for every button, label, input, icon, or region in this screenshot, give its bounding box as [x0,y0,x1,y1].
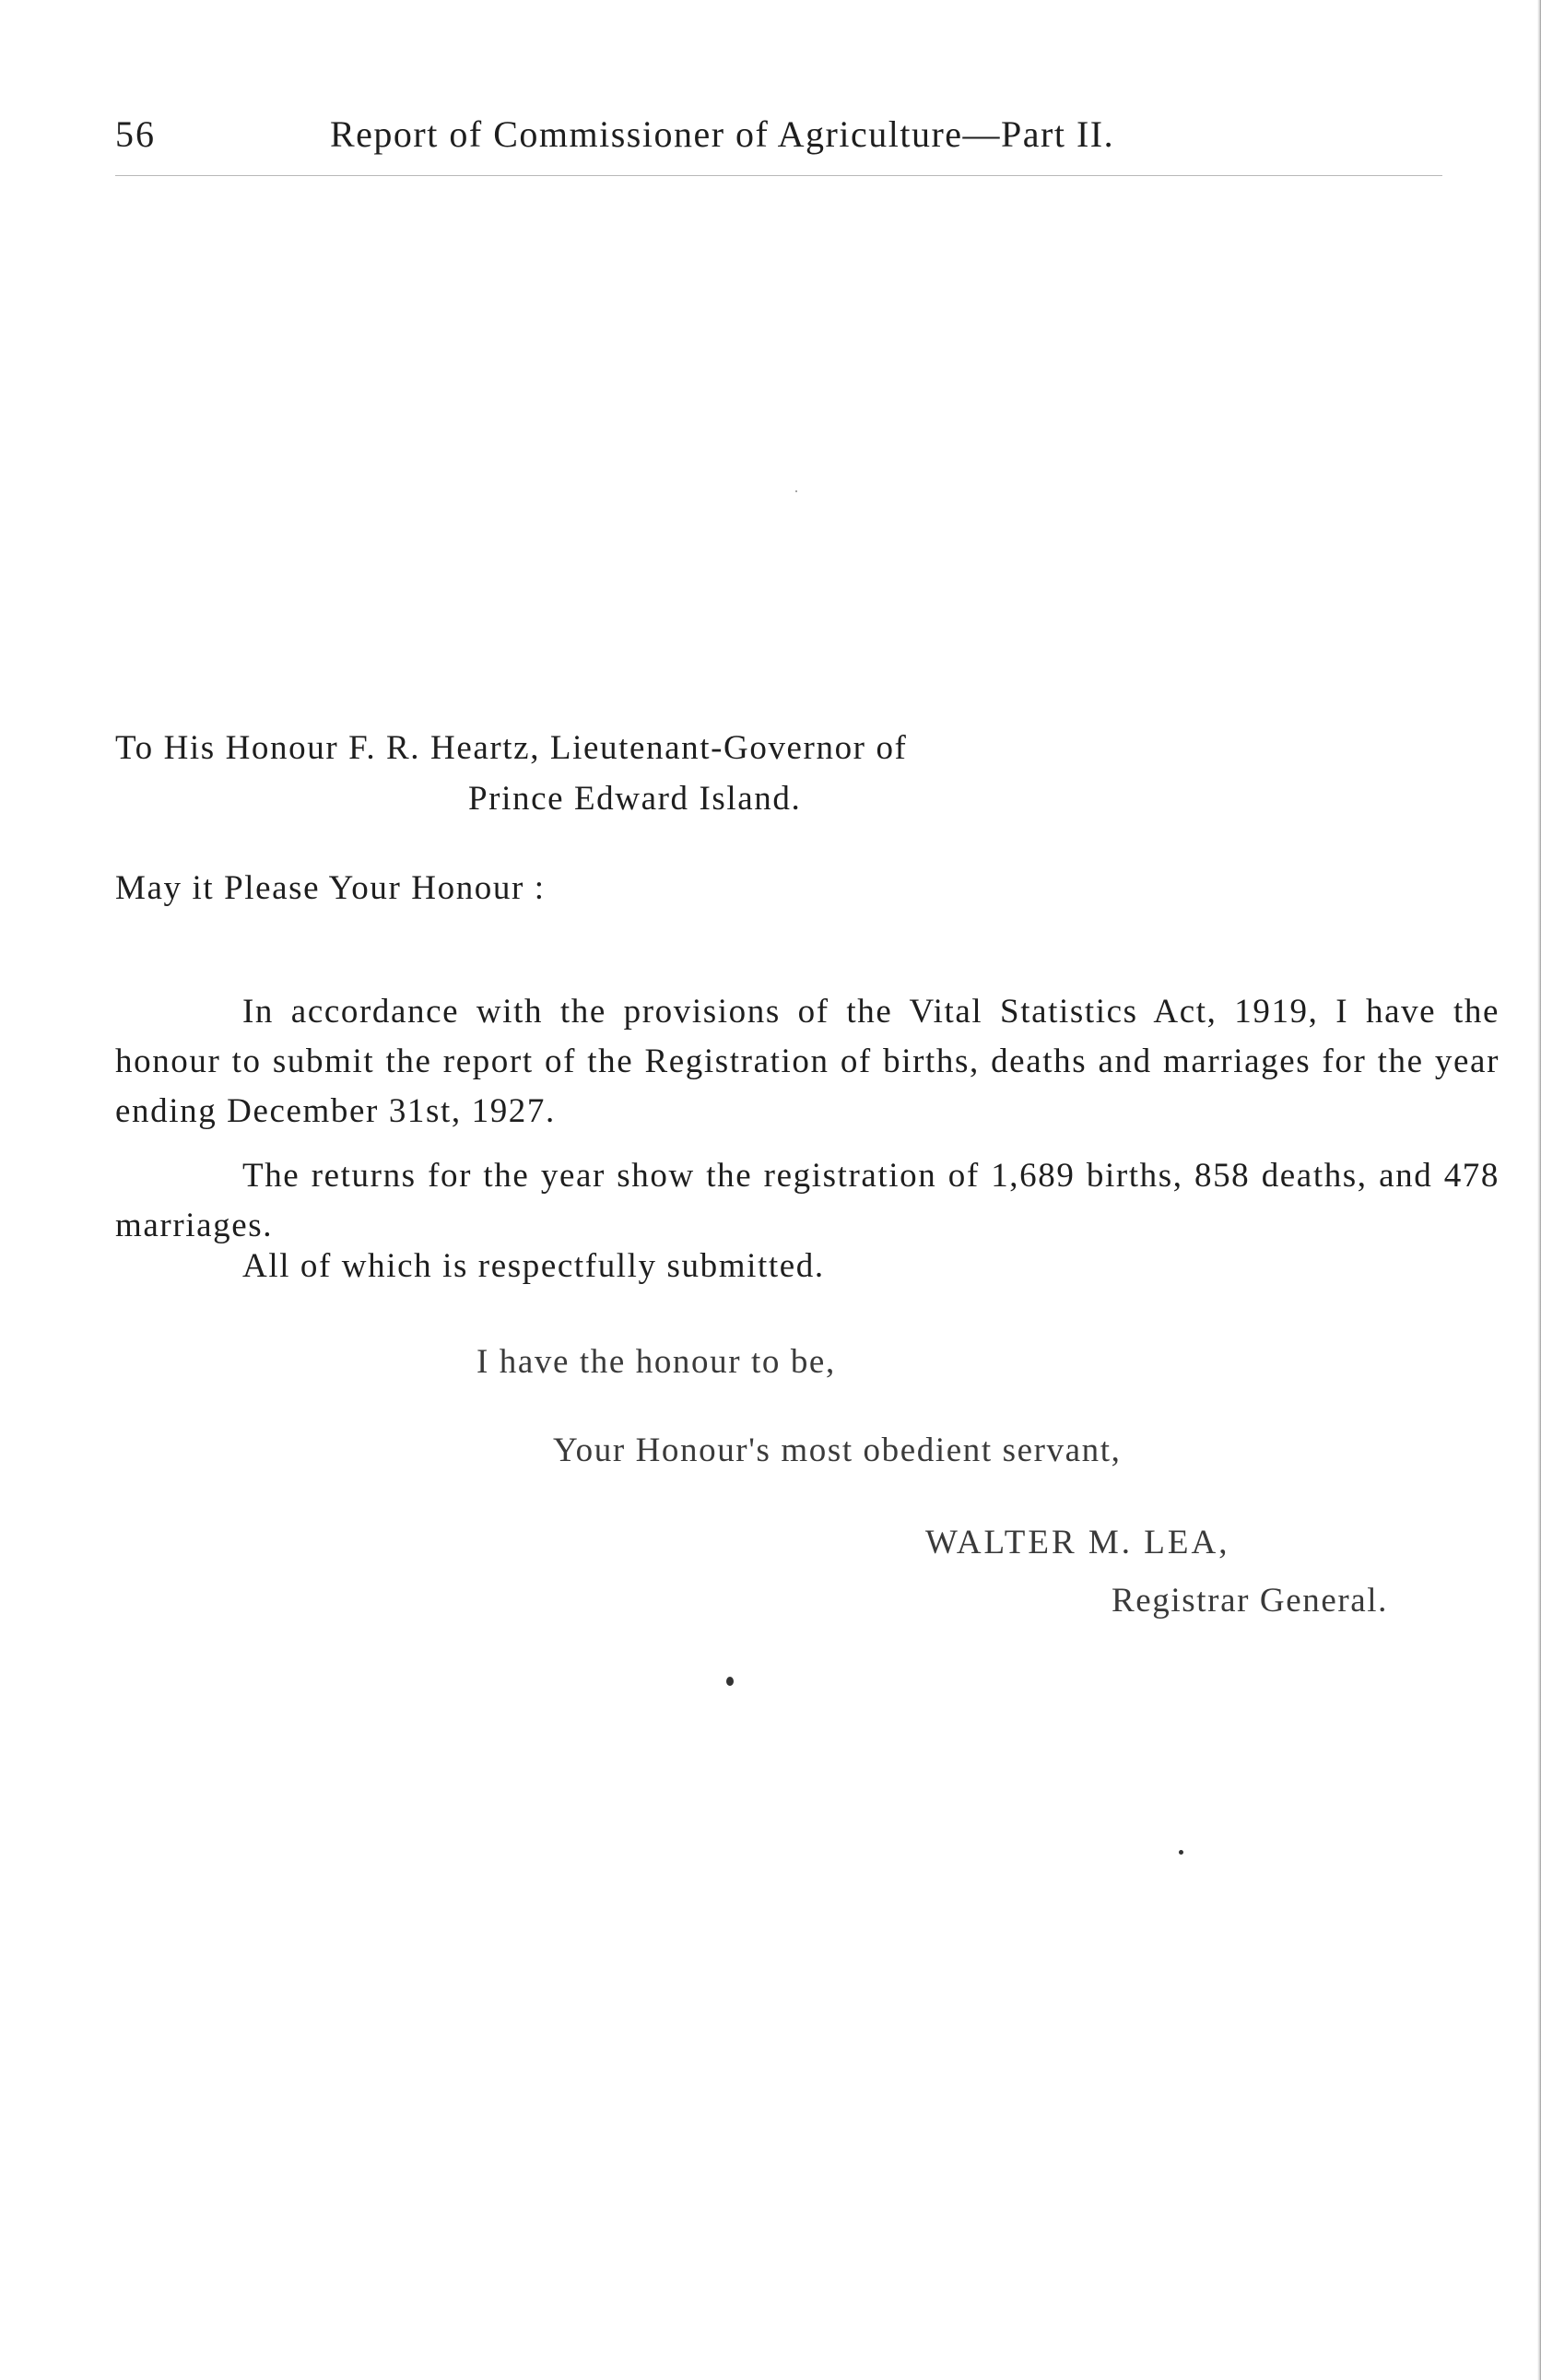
salutation: May it Please Your Honour : [115,869,546,907]
page-header [115,112,1456,168]
closing-line-3: Your Honour's most obedient servant, [553,1432,1122,1469]
addressee-line-1: To His Honour F. R. Heartz, Lieutenant-Governor of [115,729,908,767]
ink-speck [726,1677,734,1686]
page-edge-shadow [1537,0,1541,2380]
closing-line-2: I have the honour to be, [476,1343,836,1381]
page-number: 56 [115,113,156,155]
ink-speck [1179,1850,1183,1855]
body-paragraph-1: In accordance with the provisions of the Vital Statistics Act, 1919, I have the honour to submit the report of the Registration of births, deaths and marriages for the year ending December 31st, 1927. [115,993,1500,1130]
signer-title: Registrar General. [1112,1582,1389,1620]
running-head: Report of Commissioner of Agriculture—Part II. [330,113,1115,155]
closing-line-1: All of which is respectfully submitted. [242,1247,825,1285]
header-rule [115,175,1442,176]
addressee-line-2: Prince Edward Island. [468,780,802,818]
signer-name: WALTER M. LEA, [925,1524,1230,1561]
body-paragraph-2: The returns for the year show the registration of 1,689 births, 858 deaths, and 478 marriages. [115,1157,1500,1244]
ink-speck [795,490,797,492]
